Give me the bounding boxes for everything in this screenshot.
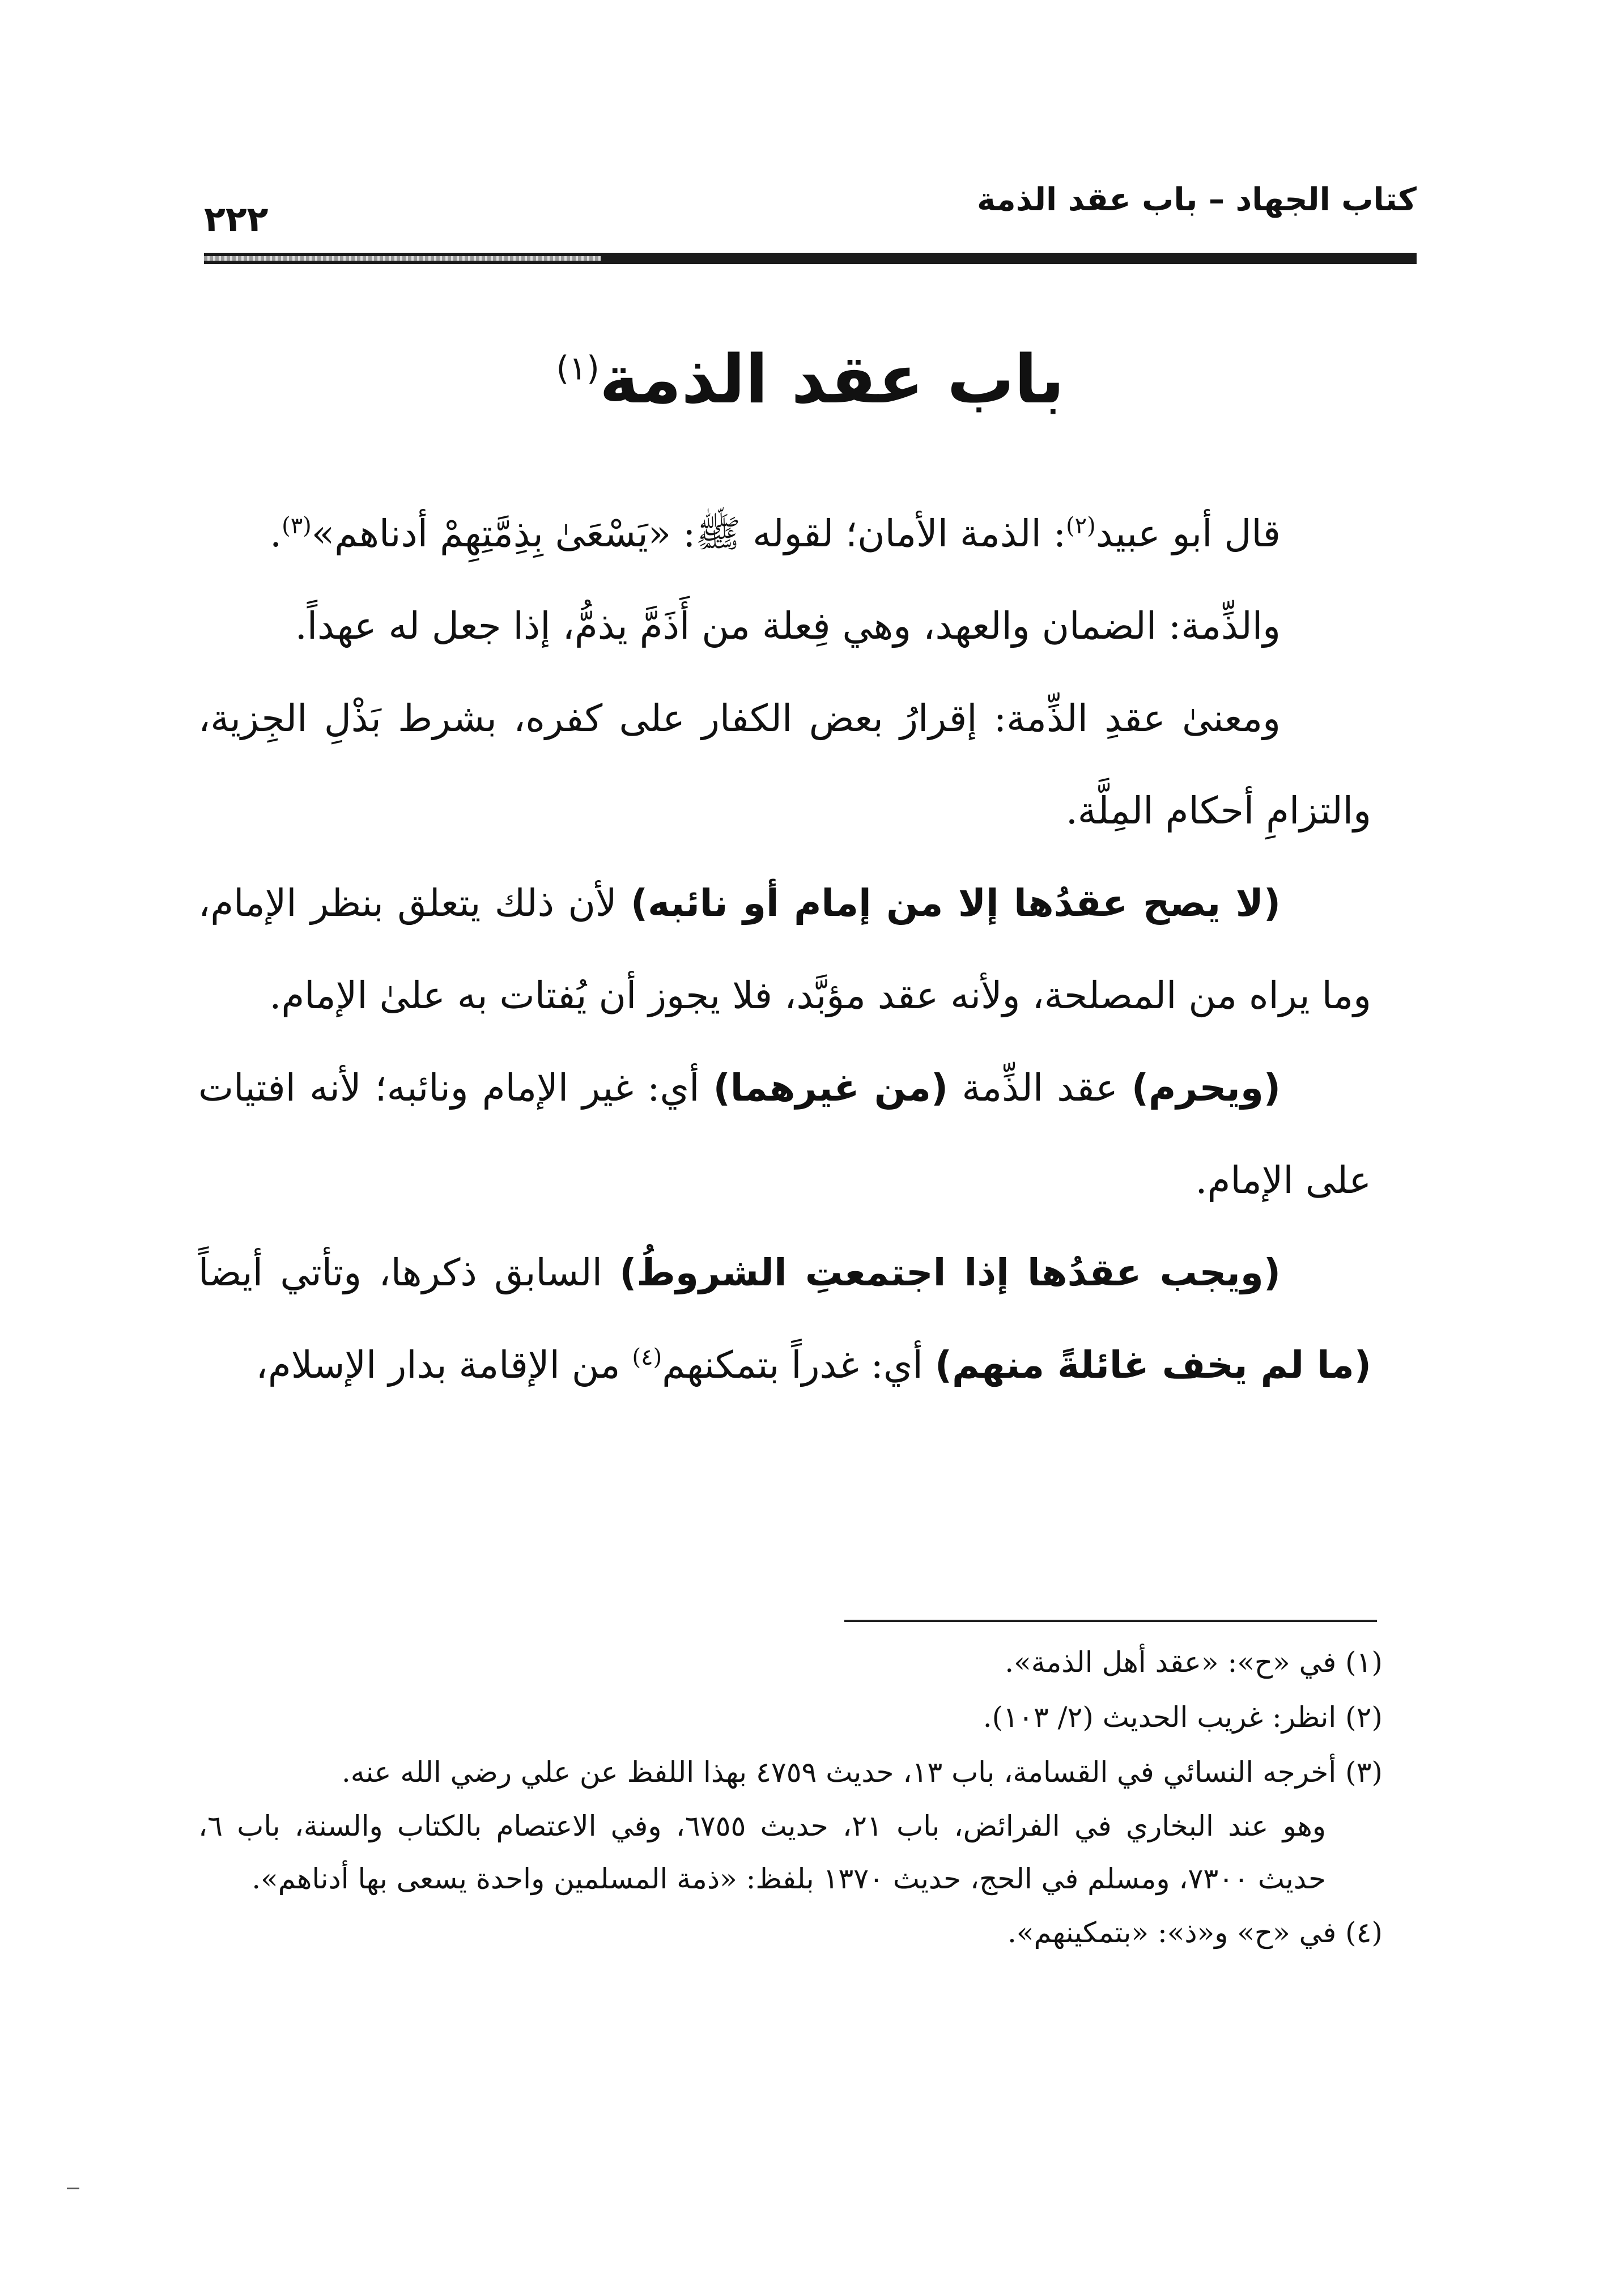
p4-matn: (لا يصح عقدُها إلا من إمام أو نائبه)	[631, 881, 1281, 925]
footnote-marker-3: (٣)	[282, 513, 312, 539]
p1-text-c: .	[270, 512, 282, 555]
footnotes	[198, 1635, 1383, 1960]
paragraph-5	[198, 1042, 1371, 1226]
paragraph-4	[198, 857, 1371, 1042]
footnote-2: (٢) انظر: غريب الحديث (٢/ ١٠٣).	[983, 1701, 1383, 1734]
footnote-4: (٤) في «ح» و«ذ»: «بتمكينهم».	[1007, 1916, 1383, 1949]
chapter-footnote-marker: (١)	[556, 349, 600, 388]
p4-sharh: لأن ذلك يتعلق بنظر الإمام، وما يراه من المصلحة، ولأنه عقد مؤبَّد، فلا يجوز أن يُفتات به علىٰ الإمام.	[198, 881, 1371, 1017]
p5-matn-1: (ويحرم)	[1131, 1066, 1281, 1110]
footnote-marker-2: (٢)	[1066, 513, 1096, 539]
footnote-marker-4: (٤)	[632, 1344, 662, 1370]
header-title: كتاب الجهاد – باب عقد الذمة	[977, 181, 1417, 218]
paragraph-3: ومعنىٰ عقدِ الذِّمة: إقرارُ بعض الكفار على كفره، بشرط بَذْلِ الجِزية، والتزامِ أحكام المِلَّة.	[198, 697, 1371, 833]
main-text	[198, 487, 1371, 1411]
footnote-3: (٣) أخرجه النسائي في القسامة، باب ١٣، حديث ٤٧٥٩ بهذا اللفظ عن علي رضي الله عنه.	[341, 1756, 1383, 1789]
margin-mark	[67, 2188, 79, 2195]
paragraph-6	[198, 1226, 1371, 1411]
p5-matn-2: (من غيرهما)	[713, 1066, 949, 1110]
p6-sharh-1: السابق ذكرها، وتأتي أيضاً	[198, 1251, 620, 1294]
page-number: ٢٢٢	[204, 198, 269, 240]
p5-sharh-1: عقد الذِّمة	[948, 1066, 1132, 1110]
footnote-3-continuation: وهو عند البخاري في الفرائض، باب ٢١، حديث ٦٧٥٥، وفي الاعتصام بالكتاب والسنة، باب ٦، حديث ٧٣٠٠، ومسلم في الحج، حديث ١٣٧٠ بلفظ: «ذمة المسلمين واحدة يسعى بها أدناهم».	[198, 1810, 1326, 1895]
paragraph-1	[198, 487, 1371, 580]
p6-matn-1: (ويجب عقدُها إذا اجتمعتِ الشروطُ)	[619, 1251, 1281, 1294]
header-rule-texture	[204, 256, 601, 261]
p6-sharh-3: من الإقامة بدار الإسلام،	[256, 1343, 632, 1387]
p5-sharh-2: أي: غير الإمام ونائبه؛ لأنه افتيات على الإمام.	[198, 1066, 1371, 1202]
footnote-separator	[844, 1620, 1377, 1622]
p1-text-b: : الذمة الأمان؛ لقوله ﷺ: «يَسْعَىٰ بِذِمَّتِهِمْ أدناهم»	[311, 512, 1066, 555]
chapter-title	[204, 340, 1417, 418]
running-header	[204, 181, 1417, 244]
footnote-1: (١) في «ح»: «عقد أهل الذمة».	[1005, 1646, 1383, 1679]
p6-matn-2: (ما لم يخف غائلةً منهم)	[934, 1343, 1371, 1387]
p6-sharh-2: أي: غدراً بتمكنهم	[662, 1343, 935, 1387]
paragraph-2: والذِّمة: الضمان والعهد، وهي فِعلة من أَذَمَّ يذمُّ، إذا جعل له عهداً.	[295, 604, 1281, 648]
chapter-title-text: باب عقد الذمة	[599, 340, 1065, 418]
p1-text-a: قال أبو عبيد	[1095, 512, 1281, 555]
